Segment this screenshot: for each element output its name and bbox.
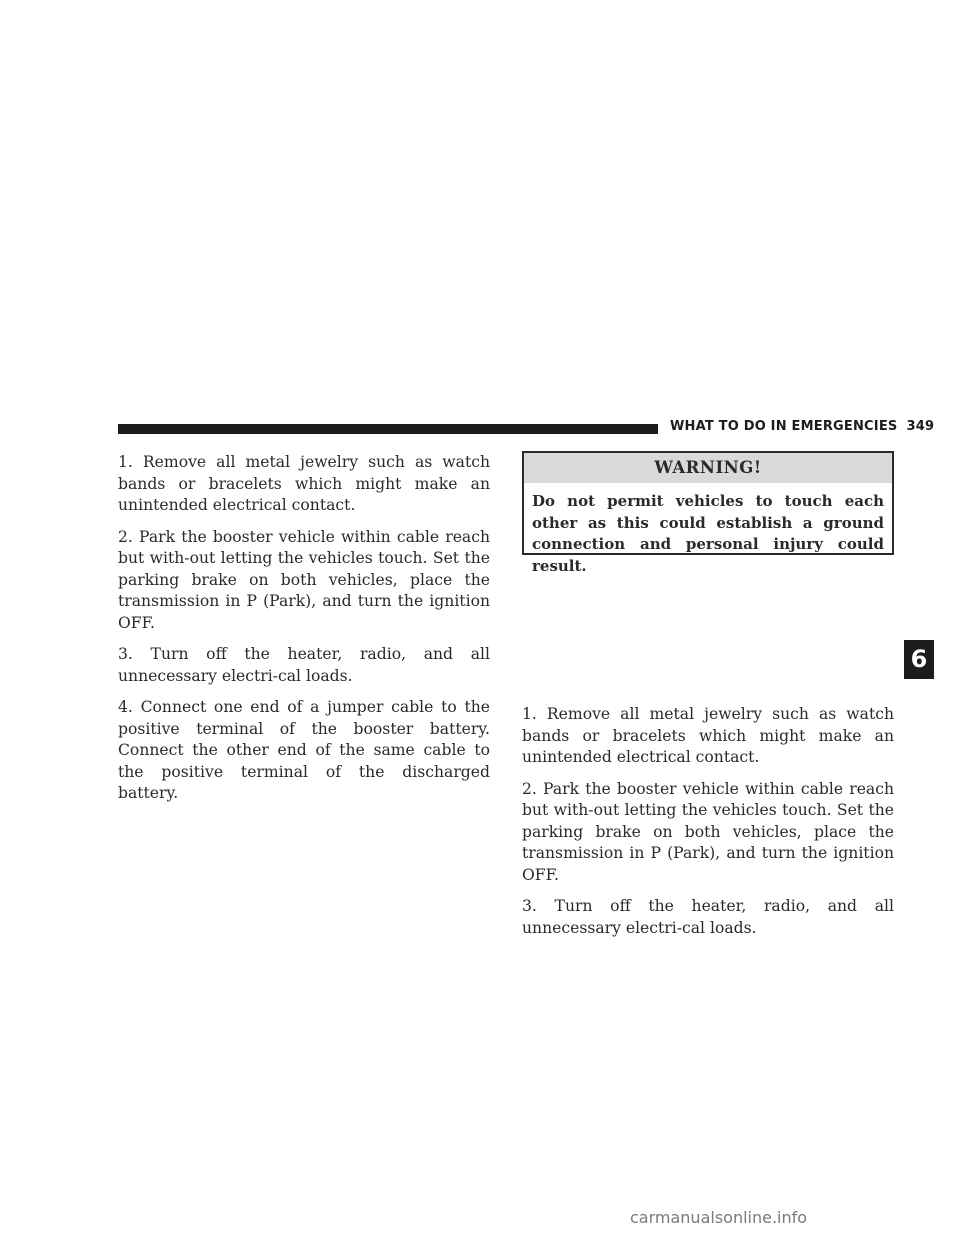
- step-paragraph: 2. Park the booster vehicle within cable reach but with-out letting the vehicles touch. Set the parking brake on both vehicles, place the transmission in P (Park), and turn the ignition OFF.: [118, 527, 490, 632]
- page-number: 349: [906, 419, 935, 434]
- step-paragraph: 1. Remove all metal jewelry such as watch bands or bracelets which might make an unintended electrical contact.: [118, 453, 490, 514]
- step-paragraph: 2. Park the booster vehicle within cable reach but with-out letting the vehicles touch. Set the parking brake on both vehicles, place the transmission in P (Park), and turn the ignition OFF.: [522, 779, 894, 884]
- right-column: [522, 704, 894, 949]
- running-header: [670, 419, 934, 434]
- step-paragraph: 3. Turn off the heater, radio, and all unnecessary electri-cal loads.: [118, 645, 490, 685]
- header-rule: [118, 424, 658, 434]
- chapter-tab: 6: [904, 640, 934, 679]
- footer-watermark: carmanualsonline.info: [630, 1208, 808, 1227]
- warning-title: WARNING!: [524, 453, 892, 483]
- section-title: WHAT TO DO IN EMERGENCIES: [670, 419, 898, 434]
- step-paragraph: 1. Remove all metal jewelry such as watch bands or bracelets which might make an unintended electrical contact.: [522, 705, 894, 766]
- warning-text: Do not permit vehicles to touch each other as this could establish a ground connection and personal injury could result.: [532, 492, 884, 575]
- step-paragraph: 3. Turn off the heater, radio, and all unnecessary electri-cal loads.: [522, 897, 894, 937]
- step-paragraph: 4. Connect one end of a jumper cable to the positive terminal of the booster battery. Connect the other end of the same cable to the positive terminal of the discharged battery.: [118, 698, 490, 802]
- left-column: [118, 452, 490, 815]
- warning-box: [522, 451, 894, 575]
